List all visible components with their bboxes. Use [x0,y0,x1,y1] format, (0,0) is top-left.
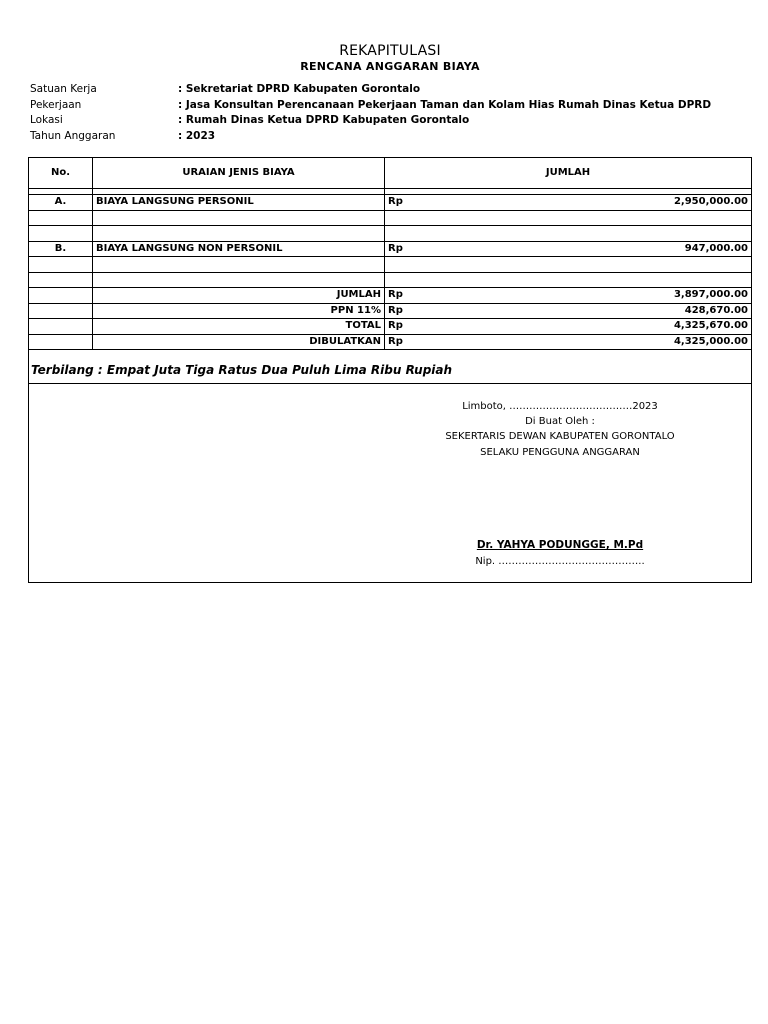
document-title: REKAPITULASI [339,43,441,59]
table-row [29,241,752,257]
table-header-row [29,158,752,189]
item-currency: Rp [385,241,412,257]
table-row [29,226,752,242]
info-value: : Jasa Konsultan Perencanaan Pekerjaan Taman dan Kolam Hias Rumah Dinas Ketua DPRD [178,98,712,111]
total-currency: Rp [385,319,412,335]
total-amount: 4,325,000.00 [411,334,752,350]
signature-role: SELAKU PENGGUNA ANGGARAN [480,447,640,458]
item-uraian: BIAYA LANGSUNG NON PERSONIL [93,241,385,257]
info-value: : Sekretariat DPRD Kabupaten Gorontalo [178,83,421,95]
signature-place-date: Limboto, …………………………….…2023 [462,401,658,412]
total-row-dibulatkan [29,334,752,350]
signatory-nip: Nip. …………………………………….. [475,556,645,567]
item-amount: 2,950,000.00 [411,195,752,211]
item-no: B. [29,241,93,257]
total-currency: Rp [385,303,412,319]
info-label: Lokasi [30,114,63,126]
total-row-total [29,319,752,335]
total-label: DIBULATKAN [93,334,385,350]
total-amount: 428,670.00 [411,303,752,319]
total-label: JUMLAH [93,288,385,304]
header-no: No. [29,158,93,189]
amount-in-words-text: Terbilang : Empat Juta Tiga Ratus Dua Puluh Lima Ribu Rupiah [31,363,453,377]
item-no: A. [29,195,93,211]
info-label: Tahun Anggaran [30,129,116,142]
info-label: Pekerjaan [30,98,82,111]
table-row [29,195,752,211]
document-subtitle: RENCANA ANGGARAN BIAYA [300,60,480,73]
signature-position: SEKERTARIS DEWAN KABUPATEN GORONTALO [445,431,675,442]
table-row [29,210,752,226]
total-amount: 3,897,000.00 [411,288,752,304]
total-label: PPN 11% [93,303,385,319]
amount-in-words [28,360,752,384]
total-currency: Rp [385,334,412,350]
table-row [29,272,752,288]
info-label: Satuan Kerja [30,83,97,95]
table-row [29,257,752,273]
total-row-jumlah [29,288,752,304]
signature-made-by: Di Buat Oleh : [525,416,595,427]
cost-table [28,157,752,350]
item-amount: 947,000.00 [411,241,752,257]
signatory-name: Dr. YAHYA PODUNGGE, M.Pd [476,539,644,551]
total-row-ppn [29,303,752,319]
header-jumlah: JUMLAH [385,158,752,189]
item-currency: Rp [385,195,412,211]
item-uraian: BIAYA LANGSUNG PERSONIL [93,195,385,211]
info-value: : 2023 [178,129,216,142]
total-amount: 4,325,670.00 [411,319,752,335]
info-value: : Rumah Dinas Ketua DPRD Kabupaten Gorontalo [178,114,470,126]
total-currency: Rp [385,288,412,304]
total-label: TOTAL [93,319,385,335]
header-uraian: URAIAN JENIS BIAYA [93,158,385,189]
